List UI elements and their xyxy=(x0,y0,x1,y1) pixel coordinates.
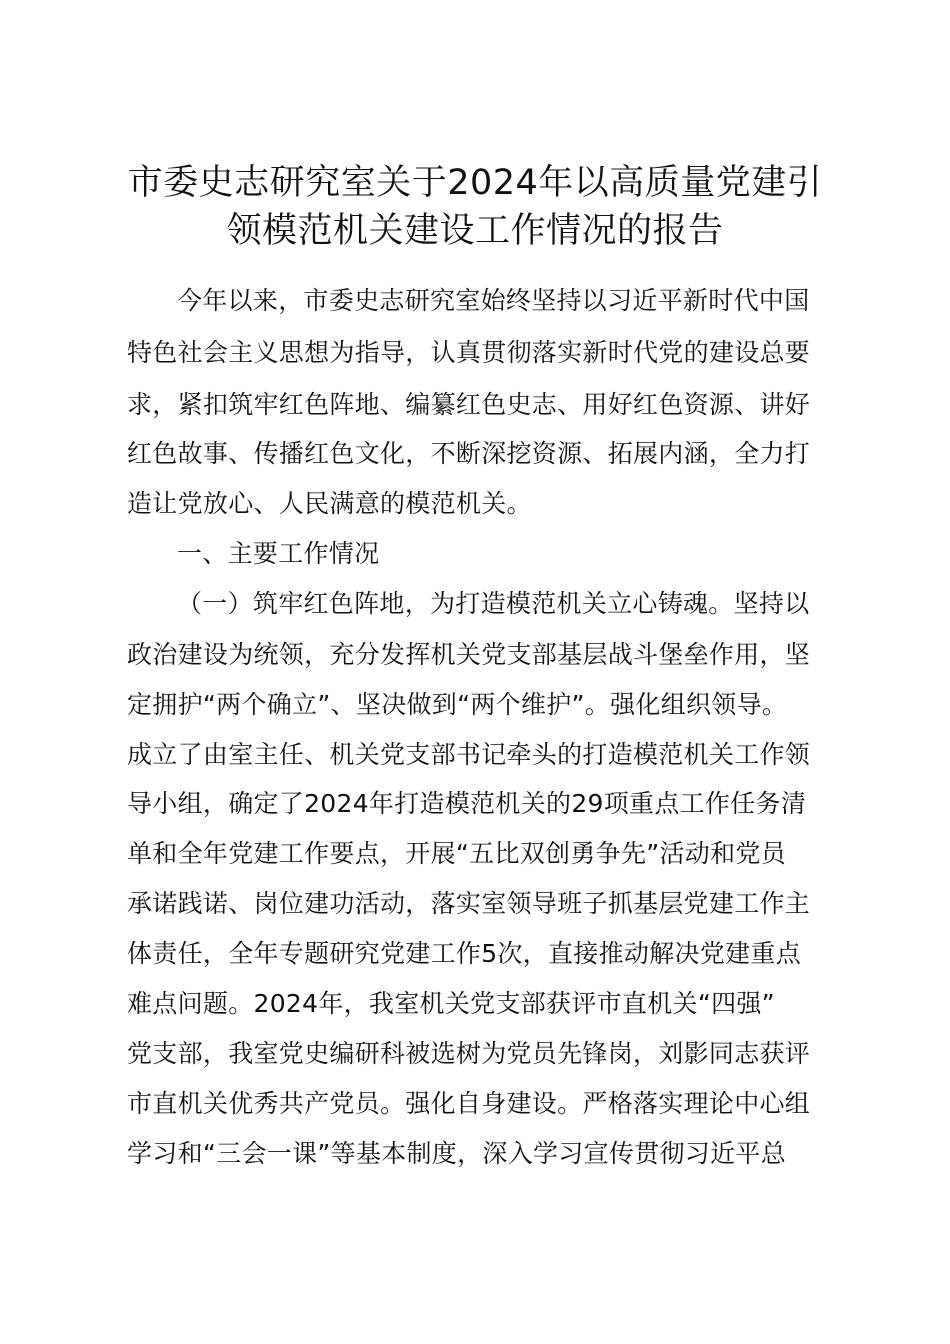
body-line-18: 学习和“三会一课”等基本制度，深入学习宣传贯彻习近平总 xyxy=(127,1139,787,1168)
body-line-10: 成立了由室主任、机关党支部书记牵头的打造模范机关工作领 xyxy=(127,740,811,769)
body-line-9: 定拥护“两个确立”、坚决做到“两个维护”。强化组织领导。 xyxy=(127,690,788,719)
body-line-11: 导小组，确定了2024年打造模范机关的29项重点工作任务清 xyxy=(127,789,807,818)
body-line-15: 难点问题。2024年，我室机关党支部获评市直机关“四强” xyxy=(127,989,775,1018)
body-line-13: 承诺践诺、岗位建功活动，落实室领导班子抓基层党建工作主 xyxy=(127,889,811,918)
body-line-5: 造让党放心、人民满意的模范机关。 xyxy=(127,489,532,518)
body-line-1: 今年以来，市委史志研究室始终坚持以习近平新时代中国 xyxy=(177,286,810,315)
document-title-line-1: 市委史志研究室关于2024年以高质量党建引 xyxy=(127,163,823,203)
section-heading: 一、主要工作情况 xyxy=(177,539,380,568)
body-line-17: 市直机关优秀共产党员。强化自身建设。严格落实理论中心组 xyxy=(127,1089,811,1118)
document-title-line-2: 领模范机关建设工作情况的报告 xyxy=(226,211,724,251)
body-line-7: （一）筑牢红色阵地，为打造模范机关立心铸魂。坚持以 xyxy=(177,589,810,618)
body-line-12: 单和全年党建工作要点，开展“五比双创勇争先”活动和党员 xyxy=(127,839,787,868)
body-line-4: 红色故事、传播红色文化，不断深挖资源、拓展内涵，全力打 xyxy=(127,439,811,468)
body-line-2: 特色社会主义思想为指导，认真贯彻落实新时代党的建设总要 xyxy=(127,338,811,367)
body-line-8: 政治建设为统领，充分发挥机关党支部基层战斗堡垒作用，坚 xyxy=(127,640,811,669)
body-line-3: 求，紧扣筑牢红色阵地、编纂红色史志、用好红色资源、讲好 xyxy=(127,390,811,419)
body-line-16: 党支部，我室党史编研科被选树为党员先锋岗，刘影同志获评 xyxy=(127,1039,811,1068)
body-line-14: 体责任，全年专题研究党建工作5次，直接推动解决党建重点 xyxy=(127,939,802,968)
